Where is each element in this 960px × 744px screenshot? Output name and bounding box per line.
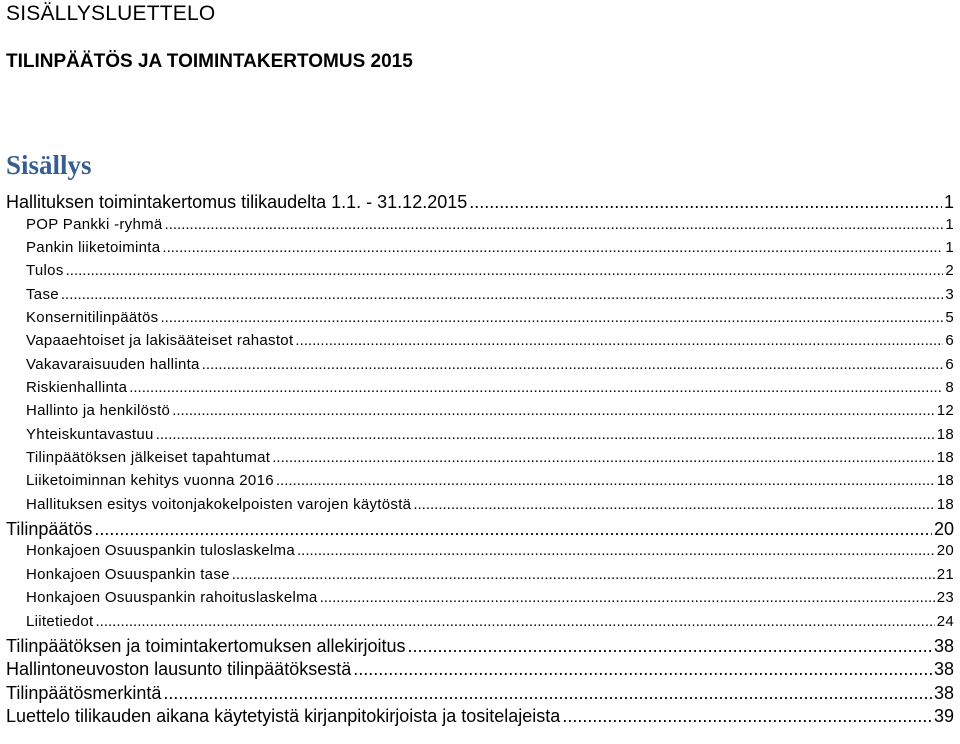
toc-entry-page-number: 18 — [936, 426, 954, 443]
toc-entry-page-number: 38 — [933, 636, 954, 656]
toc-entry-label: Tilinpäätöksen jälkeiset tapahtumat — [26, 449, 271, 466]
toc-entry[interactable] — [26, 286, 954, 303]
toc-entry[interactable] — [26, 309, 954, 326]
toc-entry-page-number: 2 — [945, 262, 954, 279]
toc-entry[interactable] — [6, 683, 954, 704]
toc-dot-leader — [413, 496, 934, 513]
toc-entry-page-number: 6 — [945, 332, 954, 349]
toc-entry[interactable] — [26, 356, 954, 373]
toc-dot-leader — [66, 262, 944, 279]
toc-entry-label: Vakavaraisuuden hallinta — [26, 356, 200, 373]
toc-dot-leader — [165, 216, 944, 233]
toc-entry-label: Honkajoen Osuuspankin rahoituslaskelma — [26, 589, 318, 606]
toc-entry-page-number: 18 — [936, 449, 954, 466]
toc-entry[interactable] — [26, 426, 954, 443]
document-subtitle: TILINPÄÄTÖS JA TOIMINTAKERTOMUS 2015 — [6, 51, 413, 72]
toc-entry-page-number: 3 — [945, 286, 954, 303]
toc-entry[interactable] — [26, 566, 954, 583]
toc-entry[interactable] — [6, 706, 954, 727]
toc-dot-leader — [156, 426, 935, 443]
toc-dot-leader — [160, 309, 943, 326]
toc-dot-leader — [163, 683, 932, 704]
toc-entry[interactable] — [6, 519, 954, 540]
toc-entry-page-number: 8 — [945, 379, 954, 396]
toc-dot-leader — [353, 659, 932, 680]
toc-dot-leader — [172, 402, 935, 419]
toc-entry-page-number: 39 — [933, 706, 954, 726]
toc-entry-page-number: 20 — [933, 519, 954, 539]
toc-entry-label: Vapaaehtoiset ja lakisääteiset rahastot — [26, 332, 294, 349]
toc-entry-label: Honkajoen Osuuspankin tuloslaskelma — [26, 542, 295, 559]
toc-entry[interactable] — [26, 402, 954, 419]
toc-entry-label: Tilinpäätöksen ja toimintakertomuksen allekirjoitus — [6, 636, 406, 656]
toc-entry-label: Hallituksen toimintakertomus tilikaudelta 1.1. - 31.12.2015 — [6, 192, 468, 212]
toc-entry-label: Tilinpäätös — [6, 519, 93, 539]
toc-entry-label: Hallinto ja henkilöstö — [26, 402, 171, 419]
toc-dot-leader — [297, 542, 935, 559]
toc-entry-label: Hallintoneuvoston lausunto tilinpäätöksestä — [6, 659, 352, 679]
toc-dot-leader — [295, 332, 943, 349]
toc-entry-page-number: 18 — [936, 496, 954, 513]
toc-entry-label: Liiketoiminnan kehitys vuonna 2016 — [26, 472, 274, 489]
toc-entry[interactable] — [26, 472, 954, 489]
toc-entry[interactable] — [26, 496, 954, 513]
toc-dot-leader — [469, 192, 942, 213]
toc-entry-page-number: 20 — [936, 542, 954, 559]
toc-dot-leader — [232, 566, 935, 583]
toc-entry-label: Konsernitilinpäätös — [26, 309, 159, 326]
toc-entry-label: POP Pankki -ryhmä — [26, 216, 163, 233]
toc-entry[interactable] — [6, 659, 954, 680]
toc-dot-leader — [408, 636, 932, 657]
toc-entry[interactable] — [26, 613, 954, 630]
toc-heading: Sisällys — [6, 150, 92, 180]
toc-dot-leader — [129, 379, 943, 396]
toc-dot-leader — [202, 356, 944, 373]
toc-entry-page-number: 1 — [945, 239, 954, 256]
toc-entry-label: Honkajoen Osuuspankin tase — [26, 566, 230, 583]
toc-entry[interactable] — [26, 589, 954, 606]
toc-dot-leader — [61, 286, 943, 303]
toc-entry-label: Hallituksen esitys voitonjakokelpoisten varojen käytöstä — [26, 496, 412, 513]
toc-entry-page-number: 23 — [936, 589, 954, 606]
toc-entry[interactable] — [26, 216, 954, 233]
toc-entry-label: Riskienhallinta — [26, 379, 128, 396]
document-title: SISÄLLYSLUETTELO — [6, 2, 216, 25]
toc-entry-label: Tilinpäätösmerkintä — [6, 683, 162, 703]
toc-entry-page-number: 1 — [945, 216, 954, 233]
toc-entry-page-number: 38 — [933, 659, 954, 679]
toc-entry-label: Tase — [26, 286, 59, 303]
toc-entry-page-number: 12 — [936, 402, 954, 419]
toc-entry-page-number: 5 — [945, 309, 954, 326]
toc-entry-label: Yhteiskuntavastuu — [26, 426, 154, 443]
toc-entry-page-number: 38 — [933, 683, 954, 703]
toc-entry[interactable] — [26, 332, 954, 349]
toc-entry-page-number: 21 — [936, 566, 954, 583]
toc-entry-page-number: 1 — [943, 192, 954, 212]
toc-entry[interactable] — [26, 449, 954, 466]
toc-entry[interactable] — [26, 239, 954, 256]
toc-dot-leader — [162, 239, 943, 256]
toc-entry-label: Liitetiedot — [26, 613, 94, 630]
toc-dot-leader — [272, 449, 934, 466]
toc-entry[interactable] — [26, 542, 954, 559]
toc-dot-leader — [94, 519, 932, 540]
toc-entry[interactable] — [6, 192, 954, 213]
toc-entry-page-number: 18 — [936, 472, 954, 489]
toc-dot-leader — [320, 589, 935, 606]
toc-entry-page-number: 6 — [945, 356, 954, 373]
toc-dot-leader — [276, 472, 935, 489]
toc-entry-page-number: 24 — [936, 613, 954, 630]
toc-entry[interactable] — [26, 379, 954, 396]
toc-entry[interactable] — [26, 262, 954, 279]
toc-entry-label: Pankin liiketoiminta — [26, 239, 161, 256]
toc-dot-leader — [562, 706, 932, 727]
toc-entry[interactable] — [6, 636, 954, 657]
toc-entry-label: Luettelo tilikauden aikana käytetyistä kirjanpitokirjoista ja tositelajeista — [6, 706, 561, 726]
toc-dot-leader — [96, 613, 935, 630]
toc-entry-label: Tulos — [26, 262, 64, 279]
